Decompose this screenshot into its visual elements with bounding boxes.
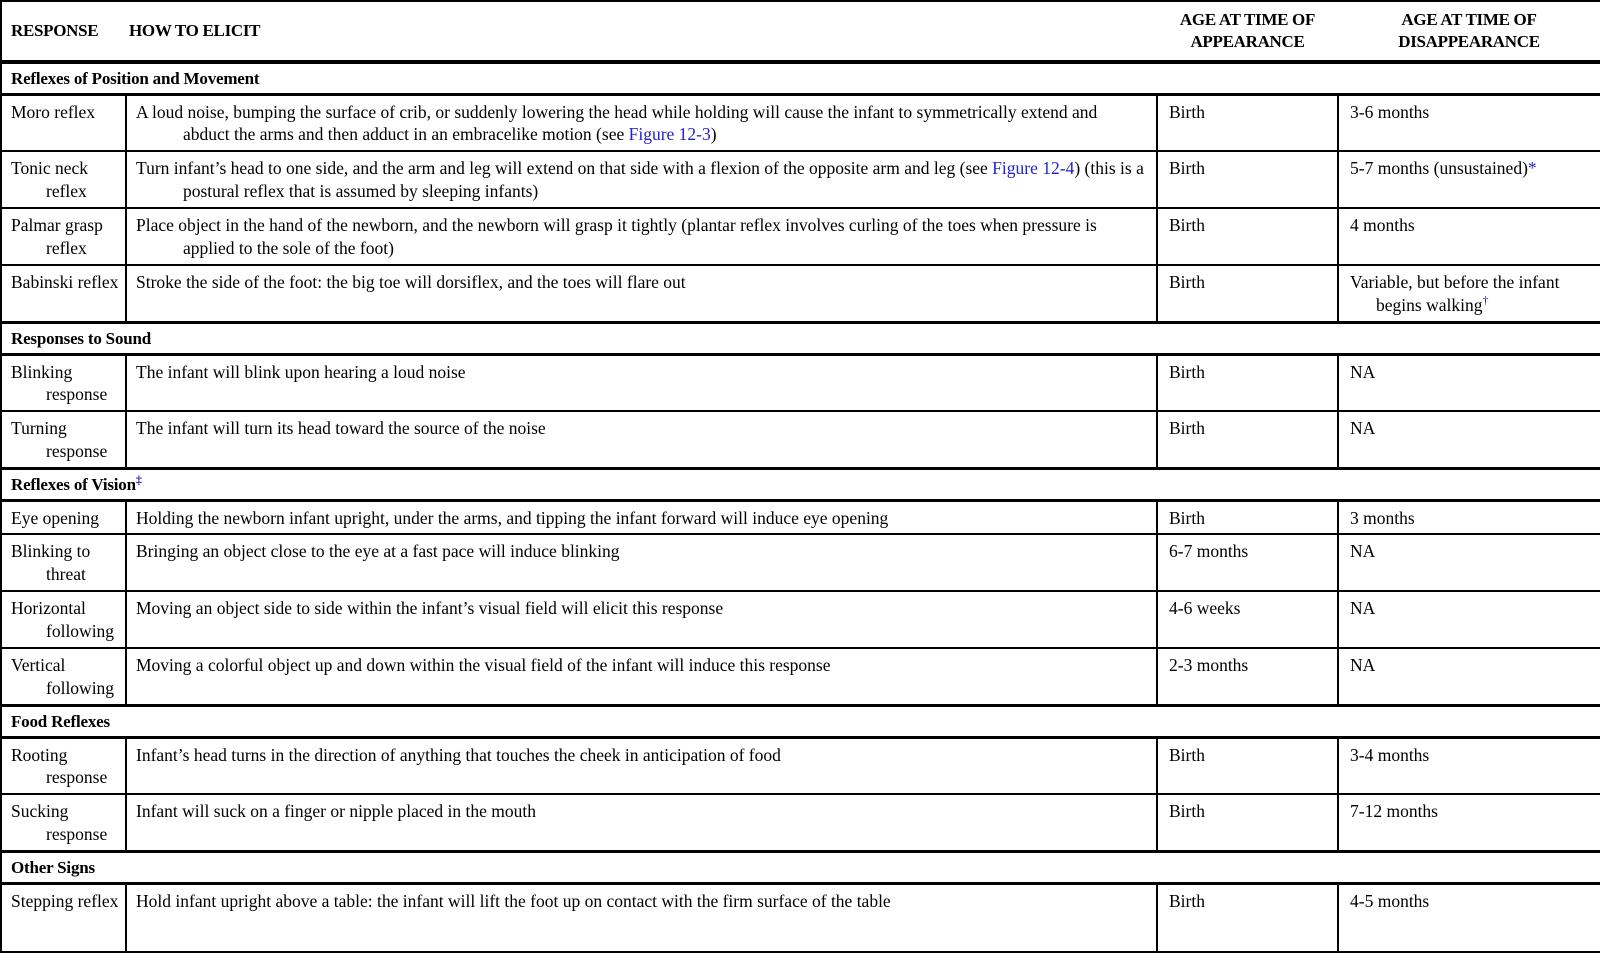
disappearance-text: NA [1350,655,1376,675]
response-cell: Babinski reflex [1,265,126,322]
elicit-cell [126,591,1157,648]
elicit-text-post: ) (this is a postural reflex that is assumed by sleeping infants) [183,158,1144,201]
response-cell: Rooting response [1,737,126,794]
disappearance-cell [1338,648,1600,705]
appearance-cell: 6-7 months [1157,534,1338,591]
appearance-cell: Birth [1157,354,1338,411]
section-title-text: Food Reflexes [11,711,110,731]
response-cell: Moro reflex [1,94,126,151]
figure-12-4-link[interactable]: Figure 12-4 [992,158,1075,178]
elicit-text: Stroke the side of the foot: the big toe will dorsiflex, and the toes will flare out [136,272,686,292]
elicit-cell [126,500,1157,534]
disappearance-cell [1338,208,1600,265]
appearance-cell: Birth [1157,411,1338,468]
age-appearance-line2: APPEARANCE [1190,32,1305,51]
disappearance-cell [1338,883,1600,952]
table-row-vertical-following [1,648,1600,705]
appearance-cell: 4-6 weeks [1157,591,1338,648]
elicit-text: Place object in the hand of the newborn, and the newborn will grasp it tightly (plantar reflex involves curling of the toes when pressure is applied to the sole of the foot) [136,215,1097,258]
appearance-cell: Birth [1157,151,1338,208]
table-row-blinking-response [1,354,1600,411]
disappearance-cell [1338,794,1600,851]
section-row-reflexes-of-vision [1,468,1600,500]
column-header-age-disappearance [1338,1,1600,62]
section-title-text: Reflexes of Vision [11,474,136,494]
figure-12-3-link[interactable]: Figure 12-3 [628,124,711,145]
table-row-tonic-neck-reflex [1,151,1600,208]
elicit-text: Moving an object side to side within the infant’s visual field will elicit this response [136,598,724,618]
response-cell: Eye opening [1,500,126,534]
section-title [1,705,1600,737]
disappearance-text: 3-6 months [1350,101,1430,122]
disappearance-cell [1338,411,1600,468]
header-row [1,1,1600,62]
elicit-text: Moving a colorful object up and down within the visual field of the infant will induce this response [136,655,831,675]
table-row-eye-opening [1,500,1600,534]
elicit-cell [126,354,1157,411]
column-header-age-appearance [1157,1,1338,62]
disappearance-cell [1338,354,1600,411]
elicit-text: The infant will blink upon hearing a loud noise [136,361,466,382]
section-title [1,62,1600,94]
section-row-other-signs [1,851,1600,883]
elicit-cell [126,534,1157,591]
response-cell: Blinking to threat [1,534,126,591]
elicit-cell [126,648,1157,705]
section-row-position-movement [1,62,1600,94]
elicit-text: Bringing an object close to the eye at a fast pace will induce blinking [136,541,620,561]
table-row-horizontal-following [1,591,1600,648]
appearance-cell: 2-3 months [1157,648,1338,705]
disappearance-cell [1338,534,1600,591]
disappearance-cell [1338,94,1600,151]
elicit-cell [126,883,1157,952]
elicit-text: Infant’s head turns in the direction of anything that touches the cheek in anticipation of food [136,744,781,765]
section-title [1,851,1600,883]
elicit-text: The infant will turn its head toward the source of the noise [136,418,546,438]
elicit-cell [126,737,1157,794]
disappearance-text: NA [1350,361,1376,382]
appearance-cell: Birth [1157,500,1338,534]
elicit-cell [126,411,1157,468]
appearance-cell: Birth [1157,265,1338,322]
response-cell: Tonic neck reflex [1,151,126,208]
column-header-response: RESPONSE [1,1,126,62]
disappearance-text: NA [1350,541,1376,561]
age-disappearance-line2: DISAPPEARANCE [1398,32,1540,51]
elicit-text: Hold infant upright above a table: the infant will lift the foot up on contact with the firm surface of the table [136,890,891,911]
section-title-text: Responses to Sound [11,328,152,348]
appearance-cell: Birth [1157,883,1338,952]
response-cell: Stepping reflex [1,883,126,952]
disappearance-text: Variable, but before the infant begins walking [1350,272,1560,315]
section-title [1,468,1600,500]
elicit-text: Infant will suck on a finger or nipple placed in the mouth [136,801,536,821]
appearance-cell: Birth [1157,94,1338,151]
disappearance-text: 7-12 months [1350,801,1438,821]
disappearance-cell [1338,591,1600,648]
elicit-text: Turn infant’s head to one side, and the arm and leg will extend on that side with a flexion of the opposite arm and leg (see [136,158,993,178]
elicit-text: A loud noise, bumping the surface of crib, or suddenly lowering the head while holding will cause the infant to symmetrically extend and abduct the arms and then adduct in an embracelike motion (see [136,101,1098,145]
table-row-stepping-reflex [1,883,1600,952]
table-row-palmar-grasp-reflex [1,208,1600,265]
double-dagger-footnote-marker: ‡ [135,471,142,486]
disappearance-text: NA [1350,418,1376,438]
section-row-food-reflexes [1,705,1600,737]
disappearance-text: 4-5 months [1350,890,1430,911]
section-row-responses-to-sound [1,322,1600,354]
elicit-cell [126,794,1157,851]
elicit-text: Holding the newborn infant upright, under the arms, and tipping the infant forward will induce eye opening [136,507,889,528]
disappearance-text: NA [1350,598,1376,618]
column-header-how-to-elicit: HOW TO ELICIT [126,1,1157,62]
table-row-blinking-to-threat [1,534,1600,591]
section-title-text: Reflexes of Position and Movement [11,69,260,88]
response-cell: Vertical following [1,648,126,705]
elicit-cell [126,151,1157,208]
disappearance-cell [1338,151,1600,208]
appearance-cell: Birth [1157,208,1338,265]
section-title-text: Other Signs [11,857,95,877]
response-cell: Sucking response [1,794,126,851]
response-cell: Horizontal following [1,591,126,648]
elicit-text-post: ) [710,124,717,145]
disappearance-text: 5-7 months (unsustained) [1350,158,1528,178]
table-row-sucking-response [1,794,1600,851]
age-appearance-line1: AGE AT TIME OF [1179,9,1316,29]
disappearance-cell [1338,265,1600,322]
table-row-rooting-response [1,737,1600,794]
asterisk-footnote-marker: * [1527,158,1537,178]
disappearance-text: 3-4 months [1350,744,1430,765]
disappearance-text: 4 months [1350,215,1415,235]
table-row-turning-response [1,411,1600,468]
disappearance-text: 3 months [1350,507,1415,528]
table-row-moro-reflex [1,94,1600,151]
age-disappearance-line1: AGE AT TIME OF [1401,9,1537,29]
elicit-cell [126,208,1157,265]
elicit-cell [126,265,1157,322]
response-cell: Palmar grasp reflex [1,208,126,265]
response-cell: Turning response [1,411,126,468]
dagger-footnote-marker: † [1482,292,1489,307]
disappearance-cell [1338,500,1600,534]
disappearance-cell [1338,737,1600,794]
appearance-cell: Birth [1157,794,1338,851]
elicit-cell [126,94,1157,151]
appearance-cell: Birth [1157,737,1338,794]
section-title [1,322,1600,354]
table-row-babinski-reflex [1,265,1600,322]
response-cell: Blinking response [1,354,126,411]
